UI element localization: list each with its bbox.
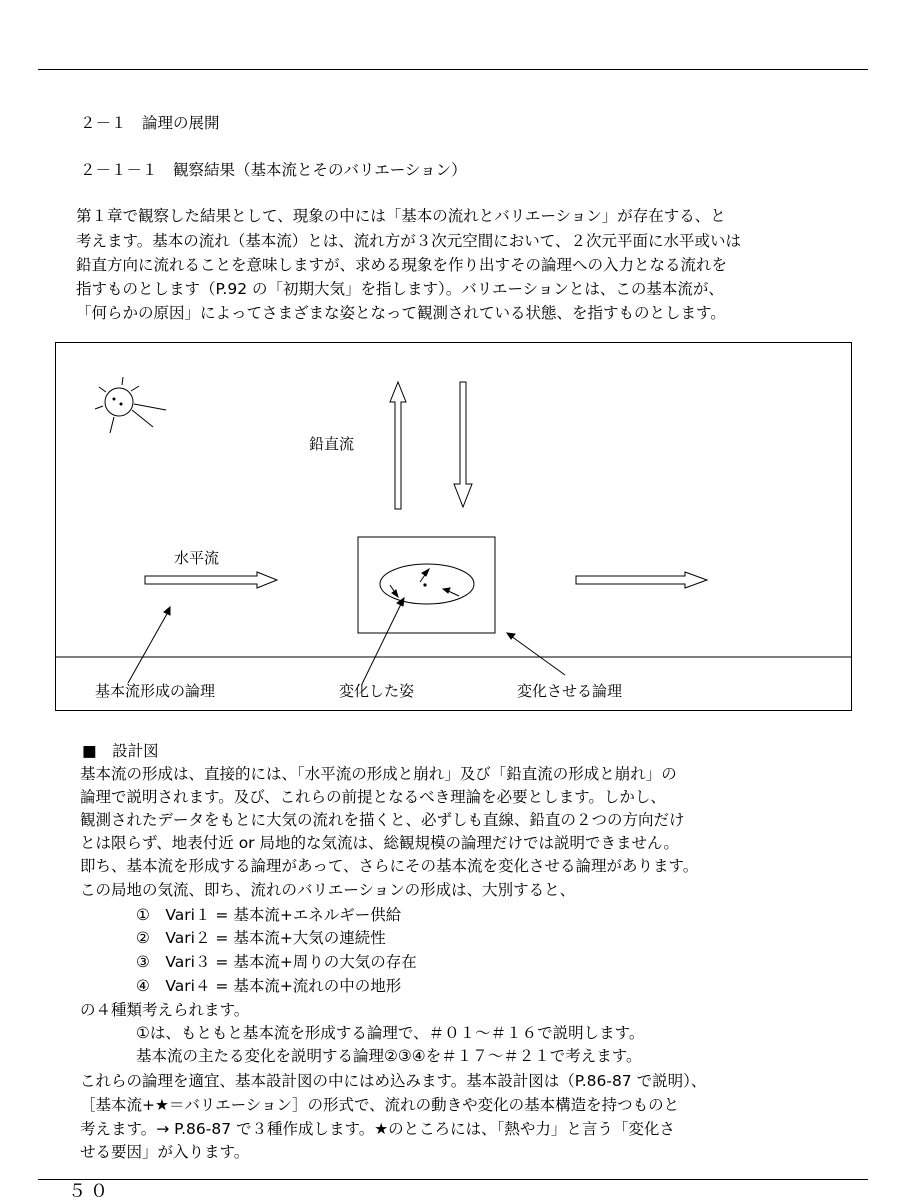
closing-line: これらの論理を適宜、基本設計図の中にはめ込みます。基本設計図は（P.86-87 で説明）、 [80, 1072, 707, 1090]
sun-icon [95, 377, 166, 433]
section-subtitle: ２－１－１ 観察結果（基本流とそのバリエーション） [80, 161, 467, 179]
variation-item: ③ Vari３ = 基本流+周りの大気の存在 [136, 953, 417, 971]
bottom-rule [38, 1179, 868, 1180]
design-line: 基本流の形成は、直接的には、「水平流の形成と崩れ」及び「鉛直流の形成と崩れ」の [80, 765, 677, 783]
vertical-flow-label: 鉛直流 [309, 435, 355, 453]
pointer-lines [128, 598, 565, 684]
indented-line: ①は、もともと基本流を形成する論理で、＃０１～＃１６で説明します。 [136, 1024, 645, 1042]
eddy-center-dot [423, 583, 426, 586]
section-title: ２－１ 論理の展開 [80, 114, 220, 132]
design-line: 観測されたデータをもとに大気の流れを描くと、必ずしも直線、鉛直の２つの方向だけ [80, 811, 685, 829]
upward-vertical-flow-arrow [390, 382, 406, 509]
design-line: この局地の気流、即ち、流れのバリエーションの形成は、大別すると、 [80, 881, 576, 899]
variation-summary: の４種類考えられます。 [80, 1001, 250, 1019]
variation-item: ① Vari１ = 基本流+エネルギー供給 [136, 906, 402, 924]
basic-flow-logic-label: 基本流形成の論理 [95, 682, 216, 700]
changed-form-label: 変化した姿 [339, 682, 415, 700]
diagram-frame [56, 343, 852, 711]
design-heading: ■ 設計図 [82, 742, 159, 760]
downward-vertical-flow-arrow [454, 382, 472, 507]
horizontal-flow-arrow-left [145, 572, 277, 588]
change-logic-label: 変化させる論理 [517, 682, 623, 700]
closing-line: せる要因」が入ります。 [80, 1143, 250, 1161]
closing-line: 考えます。→ P.86-87 で３種作成します。★のところには、「熱や力」と言う「変化さ [80, 1120, 675, 1138]
intro-line: 鉛直方向に流れることを意味しますが、求める現象を作り出すその論理への入力となる流れを [76, 256, 728, 274]
variation-item: ④ Vari４ = 基本流+流れの中の地形 [136, 977, 402, 995]
flow-diagram-drawing [55, 342, 852, 711]
top-rule [38, 69, 868, 70]
design-line: 論理で説明されます。及び、これらの前提となるべき理論を必要とします。しかし、 [80, 788, 666, 806]
intro-line: 考えます。基本の流れ（基本流）とは、流れ方が３次元空間において、２次元平面に水平或いは [76, 232, 741, 250]
indented-line: 基本流の主たる変化を説明する論理②③④を＃１７～＃２１で考えます。 [136, 1047, 642, 1065]
horizontal-flow-label: 水平流 [174, 549, 220, 567]
page-number: ５０ [68, 1181, 112, 1202]
closing-line: ［基本流+★＝バリエーション］の形式で、流れの動きや変化の基本構造を持つものと [80, 1096, 680, 1114]
horizontal-flow-arrow-right [576, 572, 707, 588]
design-line: とは限らず、地表付近 or 局地的な気流は、総観規模の論理だけでは説明できません。 [80, 834, 679, 852]
flow-diagram [55, 342, 852, 711]
intro-line: 指すものとします（P.92 の「初期大気」を指します）。バリエーションとは、この基本流が、 [76, 280, 724, 298]
intro-line: 「何らかの原因」によってさまざまな姿となって観測されている状態、を指すものとします。 [76, 304, 726, 322]
design-line: 即ち、基本流を形成する論理があって、さらにその基本流を変化させる論理があります。 [80, 857, 699, 875]
variation-item: ② Vari２ = 基本流+大気の連続性 [136, 929, 386, 947]
intro-line: 第１章で観察した結果として、現象の中には「基本の流れとバリエーション」が存在する、と [76, 207, 726, 225]
